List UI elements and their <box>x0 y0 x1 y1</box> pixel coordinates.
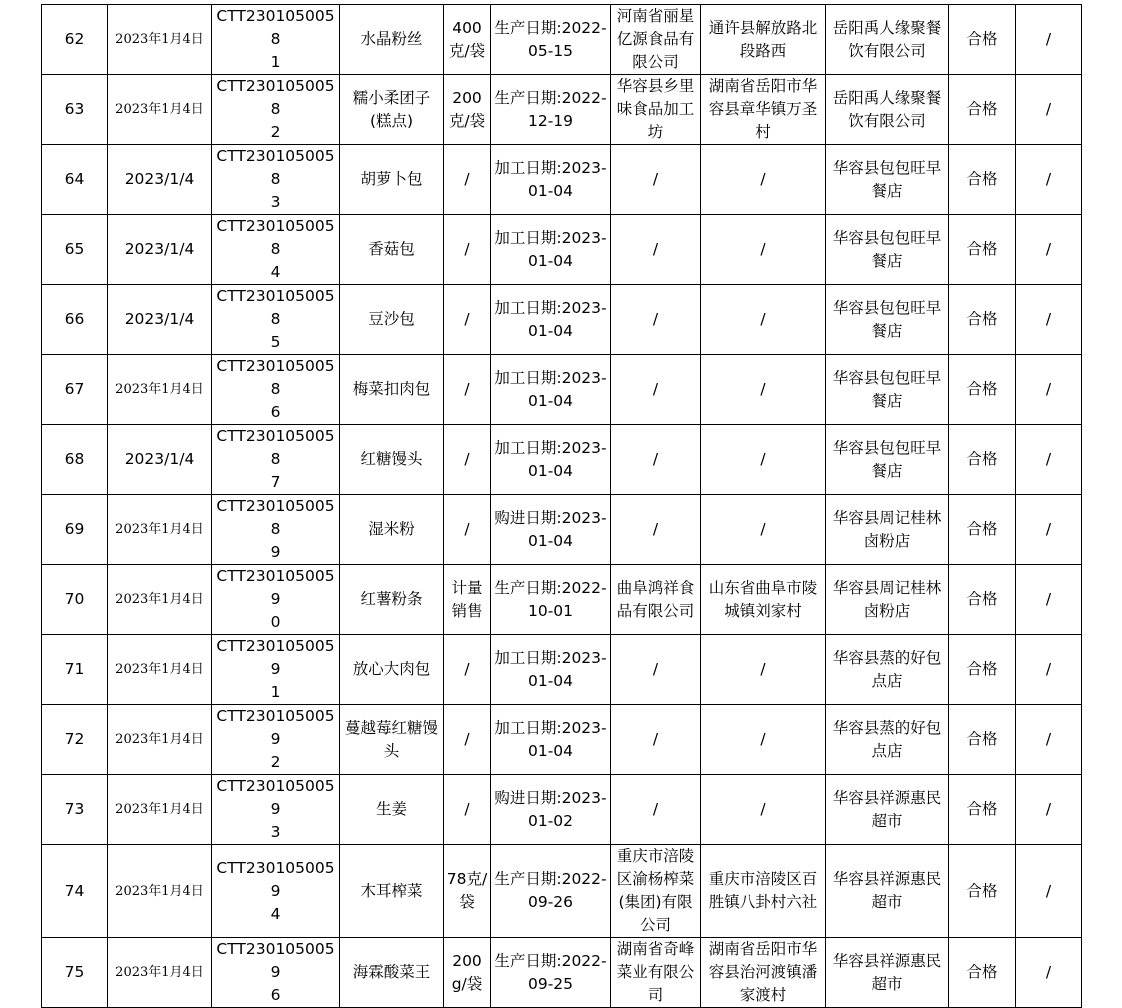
cell-remark: / <box>1016 495 1082 565</box>
cell-sampled-unit: 岳阳禹人缘聚餐饮有限公司 <box>826 5 949 75</box>
cell-producer-address: / <box>701 495 826 565</box>
cell-result: 合格 <box>949 215 1016 285</box>
cell-remark: / <box>1016 215 1082 285</box>
table-row <box>42 845 1082 938</box>
cell-producer-name: 河南省丽星亿源食品有限公司 <box>611 5 701 75</box>
cell-sample-code <box>212 355 340 425</box>
cell-result: 合格 <box>949 5 1016 75</box>
sample-code-main: CTT2301050059 <box>216 777 335 818</box>
cell-producer-address: 湖南省岳阳市华容县治河渡镇潘家渡村 <box>701 938 826 1008</box>
cell-specification: / <box>444 705 491 775</box>
cell-sampling-date: 2023年1月4日 <box>108 775 212 845</box>
cell-producer-address: / <box>701 635 826 705</box>
sample-code-suffix: 5 <box>270 333 281 351</box>
table-row <box>42 355 1082 425</box>
cell-sampling-date: 2023年1月4日 <box>108 635 212 705</box>
cell-sampled-unit: 华容县包包旺早餐店 <box>826 215 949 285</box>
cell-product-name: 生姜 <box>340 775 444 845</box>
cell-remark: / <box>1016 565 1082 635</box>
cell-producer-name: / <box>611 775 701 845</box>
cell-producer-address: / <box>701 215 826 285</box>
cell-result: 合格 <box>949 495 1016 565</box>
cell-specification: / <box>444 285 491 355</box>
cell-serial-number: 62 <box>42 5 108 75</box>
cell-remark: / <box>1016 705 1082 775</box>
cell-producer-name: 华容县乡里味食品加工坊 <box>611 75 701 145</box>
table-body <box>42 5 1082 1008</box>
cell-sampling-date: 2023年1月4日 <box>108 938 212 1008</box>
cell-product-name: 糯小柔团子(糕点) <box>340 75 444 145</box>
cell-specification: 400克/袋 <box>444 5 491 75</box>
sample-code-suffix: 6 <box>270 986 281 1004</box>
cell-production-date: 生产日期:2022-12-19 <box>491 75 611 145</box>
cell-sample-code <box>212 215 340 285</box>
inspection-results-table <box>41 4 1082 1008</box>
cell-specification: 200克/袋 <box>444 75 491 145</box>
cell-producer-address: 通许县解放路北段路西 <box>701 5 826 75</box>
sample-code-main: CTT2301050059 <box>216 637 335 678</box>
cell-serial-number: 72 <box>42 705 108 775</box>
cell-production-date: 生产日期:2022-09-25 <box>491 938 611 1008</box>
cell-specification: / <box>444 775 491 845</box>
cell-sample-code <box>212 495 340 565</box>
table-row <box>42 75 1082 145</box>
table-row <box>42 705 1082 775</box>
cell-producer-address: 湖南省岳阳市华容县章华镇万圣村 <box>701 75 826 145</box>
cell-product-name: 水晶粉丝 <box>340 5 444 75</box>
cell-remark: / <box>1016 5 1082 75</box>
sample-code-main: CTT2301050059 <box>216 567 335 608</box>
cell-serial-number: 68 <box>42 425 108 495</box>
cell-serial-number: 71 <box>42 635 108 705</box>
cell-production-date: 加工日期:2023-01-04 <box>491 425 611 495</box>
sample-code-suffix: 2 <box>270 123 281 141</box>
cell-sampling-date: 2023/1/4 <box>108 215 212 285</box>
table-row <box>42 425 1082 495</box>
sample-code-suffix: 1 <box>270 53 281 71</box>
sample-code-suffix: 1 <box>270 683 281 701</box>
cell-producer-address: 山东省曲阜市陵城镇刘家村 <box>701 565 826 635</box>
cell-serial-number: 67 <box>42 355 108 425</box>
cell-producer-name: / <box>611 495 701 565</box>
cell-remark: / <box>1016 145 1082 215</box>
sample-code-suffix: 6 <box>270 403 281 421</box>
cell-sampled-unit: 华容县祥源惠民超市 <box>826 845 949 938</box>
cell-result: 合格 <box>949 355 1016 425</box>
cell-sampling-date: 2023年1月4日 <box>108 845 212 938</box>
cell-result: 合格 <box>949 845 1016 938</box>
cell-producer-name: 湖南省奇峰菜业有限公司 <box>611 938 701 1008</box>
cell-producer-name: / <box>611 145 701 215</box>
cell-producer-name: 曲阜鸿祥食品有限公司 <box>611 565 701 635</box>
sample-code-main: CTT2301050059 <box>216 858 335 900</box>
cell-sample-code <box>212 5 340 75</box>
cell-production-date: 加工日期:2023-01-04 <box>491 215 611 285</box>
sample-code-suffix: 4 <box>270 904 281 923</box>
cell-remark: / <box>1016 938 1082 1008</box>
cell-result: 合格 <box>949 705 1016 775</box>
cell-result: 合格 <box>949 635 1016 705</box>
cell-sampling-date: 2023/1/4 <box>108 425 212 495</box>
cell-sampling-date: 2023/1/4 <box>108 285 212 355</box>
cell-sampled-unit: 华容县蒸的好包点店 <box>826 635 949 705</box>
cell-producer-address: / <box>701 285 826 355</box>
cell-production-date: 生产日期:2022-05-15 <box>491 5 611 75</box>
table-row <box>42 635 1082 705</box>
cell-production-date: 加工日期:2023-01-04 <box>491 635 611 705</box>
sample-code-suffix: 3 <box>270 823 281 841</box>
sample-code-suffix: 2 <box>270 753 281 771</box>
sample-code-suffix: 0 <box>270 613 281 631</box>
cell-product-name: 蔓越莓红糖馒头 <box>340 705 444 775</box>
cell-specification: / <box>444 215 491 285</box>
cell-sample-code <box>212 75 340 145</box>
sample-code-suffix: 4 <box>270 263 281 281</box>
cell-serial-number: 64 <box>42 145 108 215</box>
cell-producer-name: / <box>611 425 701 495</box>
cell-sample-code <box>212 285 340 355</box>
cell-sampled-unit: 华容县包包旺早餐店 <box>826 285 949 355</box>
cell-remark: / <box>1016 75 1082 145</box>
cell-sample-code <box>212 635 340 705</box>
cell-sampled-unit: 华容县祥源惠民超市 <box>826 775 949 845</box>
cell-producer-name: / <box>611 705 701 775</box>
cell-product-name: 豆沙包 <box>340 285 444 355</box>
table-row <box>42 775 1082 845</box>
cell-producer-address: / <box>701 775 826 845</box>
cell-product-name: 木耳榨菜 <box>340 845 444 938</box>
cell-serial-number: 65 <box>42 215 108 285</box>
sample-code-main: CTT2301050059 <box>216 707 335 748</box>
cell-specification: / <box>444 635 491 705</box>
cell-sample-code <box>212 775 340 845</box>
cell-specification: 78克/袋 <box>444 845 491 938</box>
cell-remark: / <box>1016 635 1082 705</box>
cell-producer-name: / <box>611 635 701 705</box>
cell-production-date: 加工日期:2023-01-04 <box>491 145 611 215</box>
cell-product-name: 放心大肉包 <box>340 635 444 705</box>
cell-sampling-date: 2023年1月4日 <box>108 565 212 635</box>
table-row <box>42 215 1082 285</box>
table-row <box>42 285 1082 355</box>
sample-code-main: CTT2301050058 <box>216 427 335 468</box>
sample-code-suffix: 9 <box>270 543 281 561</box>
cell-production-date: 加工日期:2023-01-04 <box>491 285 611 355</box>
cell-result: 合格 <box>949 75 1016 145</box>
sample-code-main: CTT2301050058 <box>216 77 335 118</box>
cell-producer-address: / <box>701 355 826 425</box>
cell-producer-address: / <box>701 145 826 215</box>
cell-production-date: 购进日期:2023-01-04 <box>491 495 611 565</box>
cell-serial-number: 70 <box>42 565 108 635</box>
cell-producer-name: 重庆市涪陵区渝杨榨菜(集团)有限公司 <box>611 845 701 938</box>
cell-sampled-unit: 华容县周记桂林卤粉店 <box>826 565 949 635</box>
cell-product-name: 湿米粉 <box>340 495 444 565</box>
cell-serial-number: 74 <box>42 845 108 938</box>
cell-product-name: 红糖馒头 <box>340 425 444 495</box>
cell-remark: / <box>1016 355 1082 425</box>
table-row <box>42 565 1082 635</box>
cell-product-name: 梅菜扣肉包 <box>340 355 444 425</box>
cell-sampling-date: 2023年1月4日 <box>108 495 212 565</box>
cell-specification: / <box>444 495 491 565</box>
cell-specification: / <box>444 355 491 425</box>
sample-code-main: CTT2301050059 <box>216 940 335 981</box>
cell-sample-code <box>212 705 340 775</box>
cell-serial-number: 66 <box>42 285 108 355</box>
cell-producer-name: / <box>611 215 701 285</box>
cell-producer-address: 重庆市涪陵区百胜镇八卦村六社 <box>701 845 826 938</box>
sample-code-main: CTT2301050058 <box>216 497 335 538</box>
cell-sampled-unit: 华容县蒸的好包点店 <box>826 705 949 775</box>
cell-sample-code <box>212 845 340 938</box>
cell-production-date: 购进日期:2023-01-02 <box>491 775 611 845</box>
cell-sampled-unit: 华容县周记桂林卤粉店 <box>826 495 949 565</box>
cell-sampling-date: 2023年1月4日 <box>108 75 212 145</box>
table-row <box>42 938 1082 1008</box>
cell-producer-name: / <box>611 285 701 355</box>
cell-producer-address: / <box>701 425 826 495</box>
cell-production-date: 加工日期:2023-01-04 <box>491 705 611 775</box>
sample-code-main: CTT2301050058 <box>216 147 335 188</box>
cell-sample-code <box>212 425 340 495</box>
cell-remark: / <box>1016 775 1082 845</box>
cell-sample-code <box>212 565 340 635</box>
table-row <box>42 145 1082 215</box>
cell-sampled-unit: 华容县包包旺早餐店 <box>826 425 949 495</box>
sample-code-main: CTT2301050058 <box>216 217 335 258</box>
cell-result: 合格 <box>949 565 1016 635</box>
cell-production-date: 加工日期:2023-01-04 <box>491 355 611 425</box>
cell-producer-address: / <box>701 705 826 775</box>
cell-sampled-unit: 岳阳禹人缘聚餐饮有限公司 <box>826 75 949 145</box>
cell-result: 合格 <box>949 285 1016 355</box>
cell-sampled-unit: 华容县祥源惠民超市 <box>826 938 949 1008</box>
cell-remark: / <box>1016 425 1082 495</box>
cell-serial-number: 75 <box>42 938 108 1008</box>
cell-sampled-unit: 华容县包包旺早餐店 <box>826 355 949 425</box>
cell-serial-number: 73 <box>42 775 108 845</box>
cell-remark: / <box>1016 285 1082 355</box>
cell-result: 合格 <box>949 425 1016 495</box>
cell-specification: / <box>444 425 491 495</box>
sample-code-suffix: 3 <box>270 193 281 211</box>
cell-specification: 200g/袋 <box>444 938 491 1008</box>
cell-specification: 计量销售 <box>444 565 491 635</box>
cell-product-name: 红薯粉条 <box>340 565 444 635</box>
cell-sampling-date: 2023年1月4日 <box>108 5 212 75</box>
cell-product-name: 胡萝卜包 <box>340 145 444 215</box>
cell-result: 合格 <box>949 775 1016 845</box>
sample-code-main: CTT2301050058 <box>216 7 335 48</box>
table-row <box>42 5 1082 75</box>
cell-production-date: 生产日期:2022-10-01 <box>491 565 611 635</box>
cell-result: 合格 <box>949 938 1016 1008</box>
cell-sample-code <box>212 938 340 1008</box>
cell-serial-number: 69 <box>42 495 108 565</box>
cell-production-date: 生产日期:2022-09-26 <box>491 845 611 938</box>
cell-specification: / <box>444 145 491 215</box>
sample-code-suffix: 7 <box>270 473 281 491</box>
cell-product-name: 海霖酸菜王 <box>340 938 444 1008</box>
cell-sampling-date: 2023/1/4 <box>108 145 212 215</box>
cell-remark: / <box>1016 845 1082 938</box>
cell-serial-number: 63 <box>42 75 108 145</box>
cell-sampling-date: 2023年1月4日 <box>108 705 212 775</box>
sample-code-main: CTT2301050058 <box>216 287 335 328</box>
cell-product-name: 香菇包 <box>340 215 444 285</box>
cell-producer-name: / <box>611 355 701 425</box>
cell-result: 合格 <box>949 145 1016 215</box>
cell-sampling-date: 2023年1月4日 <box>108 355 212 425</box>
cell-sample-code <box>212 145 340 215</box>
cell-sampled-unit: 华容县包包旺早餐店 <box>826 145 949 215</box>
sample-code-main: CTT2301050058 <box>216 357 335 398</box>
table-row <box>42 495 1082 565</box>
